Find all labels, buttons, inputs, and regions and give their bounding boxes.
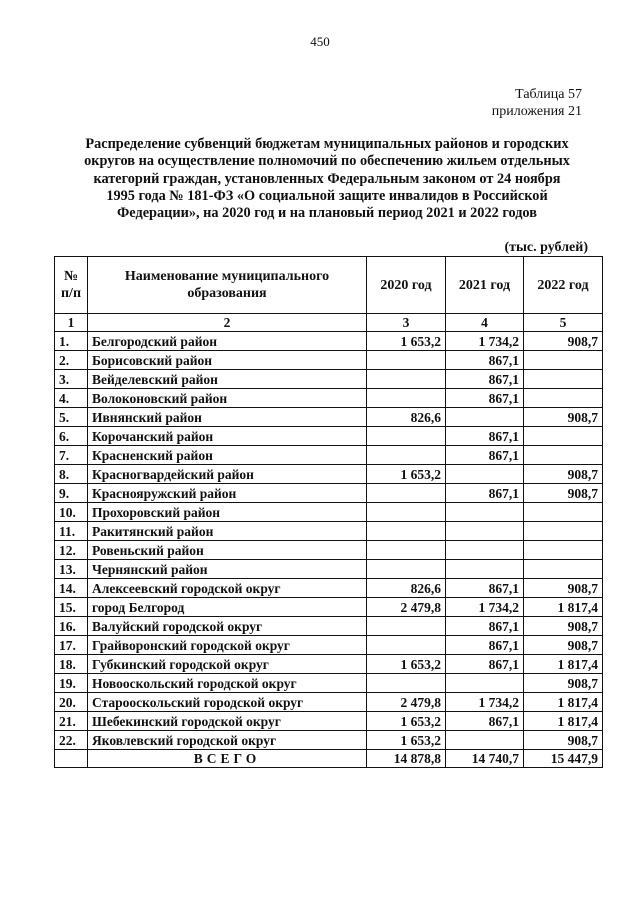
value-2020	[367, 484, 446, 503]
municipality-name: Краснояружский район	[88, 484, 367, 503]
table-row	[55, 712, 603, 731]
value-2020	[367, 541, 446, 560]
column-number: 4	[446, 314, 524, 332]
value-2020: 826,6	[367, 408, 446, 427]
row-number: 12.	[55, 541, 88, 560]
value-2020: 1 653,2	[367, 731, 446, 750]
value-2022	[524, 351, 603, 370]
row-number: 16.	[55, 617, 88, 636]
value-2021: 1 734,2	[446, 693, 524, 712]
municipality-name: Белгородский район	[88, 332, 367, 351]
table-row	[55, 674, 603, 693]
municipality-name: Вейделевский район	[88, 370, 367, 389]
value-2020	[367, 503, 446, 522]
total-label: ВСЕГО	[88, 750, 367, 768]
table-row	[55, 484, 603, 503]
row-number: 9.	[55, 484, 88, 503]
total-2022: 15 447,9	[524, 750, 603, 768]
column-number: 2	[88, 314, 367, 332]
value-2020	[367, 389, 446, 408]
value-2021: 867,1	[446, 617, 524, 636]
table-row	[55, 598, 603, 617]
total-empty-cell	[55, 750, 88, 768]
value-2022	[524, 560, 603, 579]
value-2022: 908,7	[524, 408, 603, 427]
municipality-name: Старооскольский городской округ	[88, 693, 367, 712]
municipality-name: Шебекинский городской округ	[88, 712, 367, 731]
row-number: 18.	[55, 655, 88, 674]
value-2021: 867,1	[446, 446, 524, 465]
value-2020	[367, 522, 446, 541]
title-line: категорий граждан, установленных Федеральным законом от 24 ноября	[93, 170, 561, 187]
value-2021	[446, 408, 524, 427]
page-number: 450	[310, 34, 330, 49]
value-2022	[524, 427, 603, 446]
title-line: Распределение субвенций бюджетам муниципальных районов и городских	[85, 136, 569, 152]
value-2021	[446, 465, 524, 484]
value-2020	[367, 560, 446, 579]
municipality-name: Грайворонский городской округ	[88, 636, 367, 655]
value-2020: 826,6	[367, 579, 446, 598]
row-number: 20.	[55, 693, 88, 712]
row-number: 3.	[55, 370, 88, 389]
value-2022: 1 817,4	[524, 598, 603, 617]
value-2020	[367, 427, 446, 446]
row-number: 10.	[55, 503, 88, 522]
table-reference	[492, 86, 582, 120]
value-2022	[524, 503, 603, 522]
value-2022: 908,7	[524, 465, 603, 484]
header-2020: 2020 год	[367, 257, 446, 314]
table-row	[55, 351, 603, 370]
row-number: 7.	[55, 446, 88, 465]
value-2022	[524, 446, 603, 465]
table-row	[55, 503, 603, 522]
value-2021: 867,1	[446, 351, 524, 370]
value-2022: 908,7	[524, 332, 603, 351]
municipality-name: Корочанский район	[88, 427, 367, 446]
table-row	[55, 731, 603, 750]
value-2021: 867,1	[446, 427, 524, 446]
table-row	[55, 655, 603, 674]
value-2021: 1 734,2	[446, 332, 524, 351]
value-2021	[446, 731, 524, 750]
total-2021: 14 740,7	[446, 750, 524, 768]
municipality-name: Яковлевский городской округ	[88, 731, 367, 750]
title-line: округов на осуществление полномочий по обеспечению жильем отдельных	[84, 153, 570, 170]
row-number: 15.	[55, 598, 88, 617]
value-2021	[446, 522, 524, 541]
value-2020: 2 479,8	[367, 598, 446, 617]
table-row	[55, 541, 603, 560]
value-2021: 867,1	[446, 712, 524, 731]
value-2021	[446, 560, 524, 579]
row-number: 22.	[55, 731, 88, 750]
total-row	[55, 750, 603, 768]
value-2021: 867,1	[446, 389, 524, 408]
municipality-name: Ровеньский район	[88, 541, 367, 560]
municipality-name: Ракитянский район	[88, 522, 367, 541]
value-2022: 1 817,4	[524, 655, 603, 674]
subsidy-table	[54, 256, 603, 768]
table-row	[55, 636, 603, 655]
row-number: 2.	[55, 351, 88, 370]
row-number: 11.	[55, 522, 88, 541]
value-2022	[524, 522, 603, 541]
value-2021	[446, 503, 524, 522]
row-number: 4.	[55, 389, 88, 408]
value-2021: 867,1	[446, 579, 524, 598]
municipality-name: Красненский район	[88, 446, 367, 465]
value-2022	[524, 389, 603, 408]
value-2022: 908,7	[524, 731, 603, 750]
table-row	[55, 427, 603, 446]
value-2020	[367, 370, 446, 389]
row-number: 13.	[55, 560, 88, 579]
value-2022: 1 817,4	[524, 712, 603, 731]
row-number: 19.	[55, 674, 88, 693]
appendix-number: приложения 21	[491, 104, 582, 119]
municipality-name: Красногвардейский район	[88, 465, 367, 484]
value-2022	[524, 370, 603, 389]
total-2020: 14 878,8	[367, 750, 446, 768]
value-2022: 908,7	[524, 636, 603, 655]
table-row	[55, 617, 603, 636]
value-2020: 1 653,2	[367, 712, 446, 731]
column-number: 5	[524, 314, 603, 332]
value-2020: 1 653,2	[367, 655, 446, 674]
municipality-name: город Белгород	[88, 598, 367, 617]
value-2021: 1 734,2	[446, 598, 524, 617]
municipality-name: Чернянский район	[88, 560, 367, 579]
title-line: 1995 года № 181-ФЗ «О социальной защите инвалидов в Российской	[106, 187, 548, 204]
table-row	[55, 693, 603, 712]
table-row	[55, 522, 603, 541]
value-2022	[524, 541, 603, 560]
value-2020	[367, 446, 446, 465]
value-2020	[367, 617, 446, 636]
table-row	[55, 446, 603, 465]
value-2021: 867,1	[446, 636, 524, 655]
value-2021	[446, 541, 524, 560]
table-row	[55, 579, 603, 598]
value-2022: 1 817,4	[524, 693, 603, 712]
municipality-name: Волоконовский район	[88, 389, 367, 408]
value-2021: 867,1	[446, 655, 524, 674]
column-number: 1	[55, 314, 88, 332]
header-2022: 2022 год	[524, 257, 603, 314]
municipality-name: Борисовский район	[88, 351, 367, 370]
header-2021: 2021 год	[446, 257, 524, 314]
table-row	[55, 560, 603, 579]
column-number: 3	[367, 314, 446, 332]
table-row	[55, 408, 603, 427]
header-num: № п/п	[55, 257, 88, 314]
table-row	[55, 389, 603, 408]
header-row	[55, 257, 603, 314]
value-2020	[367, 674, 446, 693]
row-number: 21.	[55, 712, 88, 731]
table-row	[55, 332, 603, 351]
row-number: 14.	[55, 579, 88, 598]
value-2021	[446, 674, 524, 693]
municipality-name: Алексеевский городской округ	[88, 579, 367, 598]
value-2020: 1 653,2	[367, 332, 446, 351]
unit-label: (тыс. рублей)	[504, 240, 588, 255]
value-2021: 867,1	[446, 484, 524, 503]
value-2022: 908,7	[524, 674, 603, 693]
row-number: 6.	[55, 427, 88, 446]
row-number: 8.	[55, 465, 88, 484]
column-number-row	[55, 314, 603, 332]
row-number: 5.	[55, 408, 88, 427]
title-line: Федерации», на 2020 год и на плановый период 2021 и 2022 годов	[117, 205, 537, 222]
table-row	[55, 465, 603, 484]
value-2022: 908,7	[524, 579, 603, 598]
municipality-name: Новооскольский городской округ	[88, 674, 367, 693]
value-2020	[367, 636, 446, 655]
value-2020: 2 479,8	[367, 693, 446, 712]
value-2022: 908,7	[524, 617, 603, 636]
municipality-name: Валуйский городской округ	[88, 617, 367, 636]
row-number: 17.	[55, 636, 88, 655]
municipality-name: Ивнянский район	[88, 408, 367, 427]
value-2022: 908,7	[524, 484, 603, 503]
table-number: Таблица 57	[515, 87, 582, 102]
header-name: Наименование муниципального образования	[88, 257, 367, 314]
document-title	[60, 136, 594, 222]
municipality-name: Губкинский городской округ	[88, 655, 367, 674]
value-2020	[367, 351, 446, 370]
value-2021: 867,1	[446, 370, 524, 389]
value-2020: 1 653,2	[367, 465, 446, 484]
row-number: 1.	[55, 332, 88, 351]
municipality-name: Прохоровский район	[88, 503, 367, 522]
table-row	[55, 370, 603, 389]
